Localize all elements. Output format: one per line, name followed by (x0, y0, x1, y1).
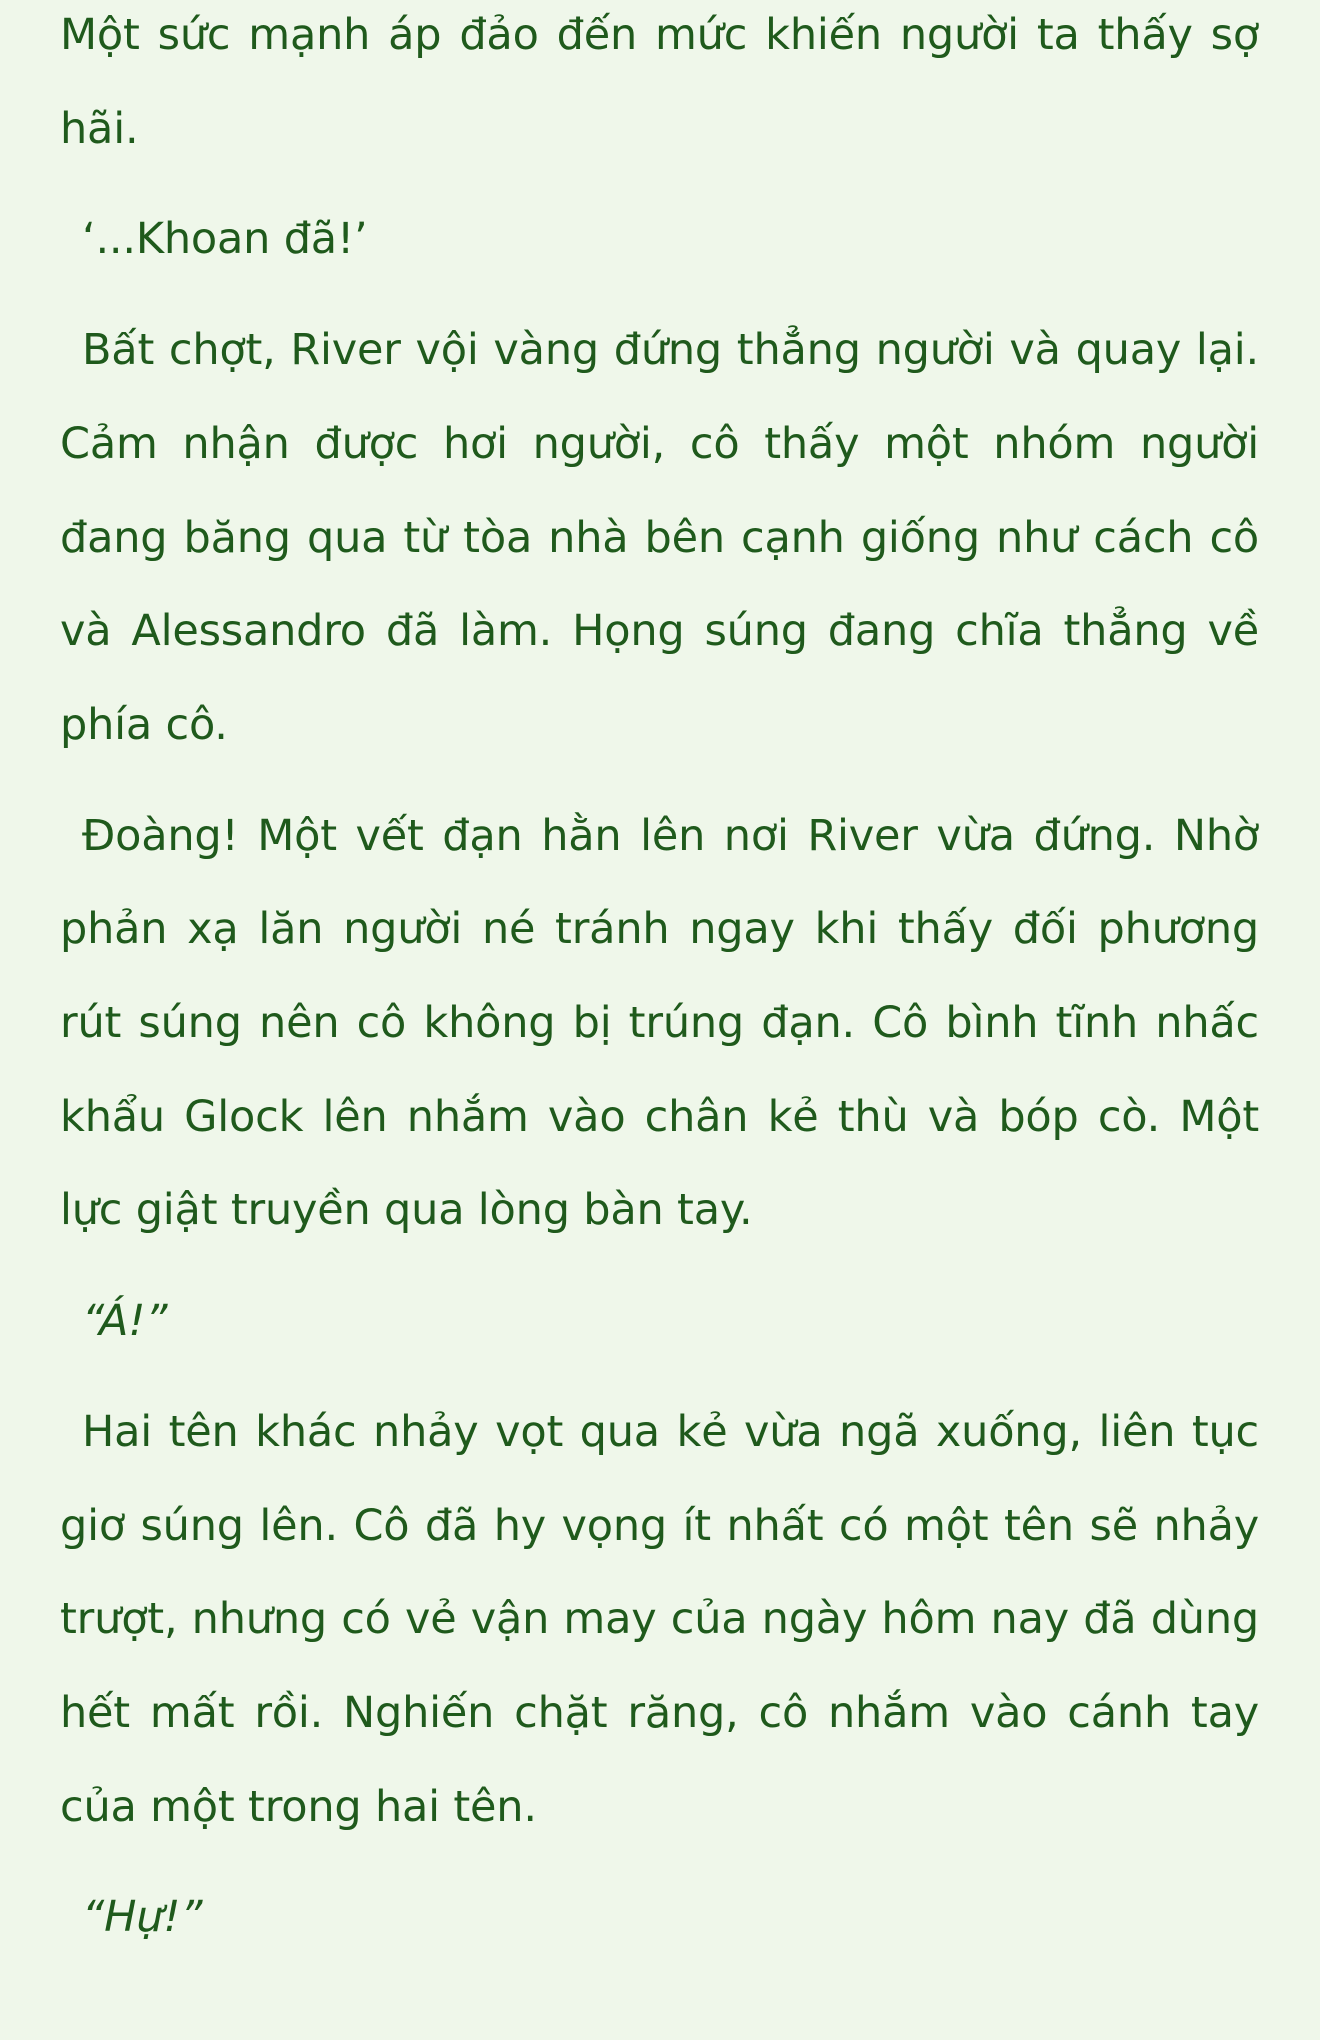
paragraph-2-thought: ‘...Khoan đã!’ (82, 214, 368, 265)
paragraph-4: Đoàng! Một vết đạn hằn lên nơi River vừa đứng. Nhờ phản xạ lăn người né tránh ngay khi thấy đối phương rút súng nên cô không bị trúng đạn. Cô bình tĩnh nhấc khẩu Glock lên nhắm vào chân kẻ thù và bóp cò. Một lực giật truyền qua lòng bàn tay. (60, 810, 1259, 1236)
paragraph-3: Bất chợt, River vội vàng đứng thẳng người và quay lại. Cảm nhận được hơi người, cô thấy một nhóm người đang băng qua từ tòa nhà bên cạnh giống như cách cô và Alessandro đã làm. Họng súng đang chĩa thẳng về phía cô. (60, 325, 1259, 750)
text-body (60, 0, 1259, 1982)
paragraph-5-dialogue: “Á!” (82, 1296, 168, 1347)
paragraph-7-dialogue: “Hự!” (82, 1892, 203, 1943)
paragraph-6: Hai tên khác nhảy vọt qua kẻ vừa ngã xuống, liên tục giơ súng lên. Cô đã hy vọng ít nhất có một tên sẽ nhảy trượt, nhưng có vẻ vận may của ngày hôm nay đã dùng hết mất rồi. Nghiến chặt răng, cô nhắm vào cánh tay của một trong hai tên. (60, 1406, 1259, 1832)
paragraph-1: Một sức mạnh áp đảo đến mức khiến người ta thấy sợ hãi. (60, 10, 1259, 154)
